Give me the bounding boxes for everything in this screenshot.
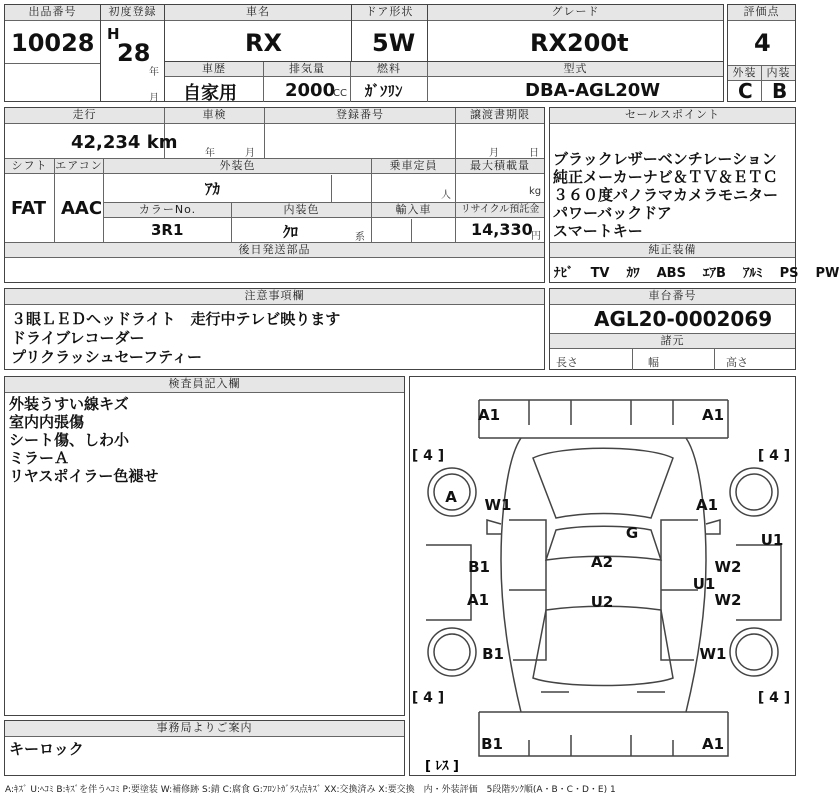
damage-code-label: W2 — [714, 591, 742, 609]
tire-depth-label: [ 4 ] — [757, 448, 791, 464]
inspector-line: ミラーＡ — [9, 449, 70, 467]
ac-header: エアコン — [55, 159, 103, 172]
equip-item: ﾅﾋﾞ — [554, 266, 574, 281]
score-box — [727, 4, 796, 102]
month-unit: 月 — [149, 93, 159, 104]
equip-item: PS — [779, 266, 799, 281]
interior-header: 内装色 — [232, 203, 371, 218]
spec-height: 高さ — [726, 356, 748, 369]
model-header: 型式 — [428, 62, 723, 77]
model-code: DBA-AGL20W — [525, 80, 661, 101]
interior-unit: 系 — [355, 232, 365, 243]
lot-header: 出品番号 — [5, 5, 100, 21]
tire-depth-label: [ 4 ] — [757, 690, 791, 706]
sales-line: ブラックレザーベンチレーション — [553, 150, 777, 168]
car-diagram — [410, 377, 795, 775]
interior-color: ｸﾛ — [283, 223, 299, 241]
damage-code-label: U1 — [760, 531, 784, 549]
inspector-line: 室内内張傷 — [9, 413, 85, 431]
int-header: 内装 — [762, 66, 795, 81]
equip-item: TV — [590, 266, 610, 281]
spec-width: 幅 — [648, 356, 659, 369]
tire-depth-label: [ 4 ] — [411, 690, 445, 706]
damage-code-label: U2 — [590, 593, 614, 611]
history: 自家用 — [183, 83, 237, 104]
inspector-header: 検査員記入欄 — [5, 377, 404, 393]
spec-header: 諸元 — [550, 334, 795, 349]
inspection-header: 車検 — [165, 108, 264, 124]
chassis-number: AGL20-0002069 — [594, 307, 773, 331]
capacity-header: 乗車定員 — [372, 159, 455, 174]
vehicle-info-box — [4, 107, 545, 283]
damage-code-label: A1 — [695, 496, 719, 514]
car-name: RX — [245, 29, 282, 57]
damage-code-label: A — [445, 488, 457, 506]
damage-diagram-box — [409, 376, 796, 776]
history-header: 車歴 — [165, 62, 263, 77]
equip-item: PW — [815, 266, 839, 281]
transfer-month-unit: 月 — [489, 148, 499, 159]
recycle-unit: 円 — [531, 231, 541, 242]
body-color: ｱｶ — [205, 180, 221, 198]
load-header: 最大積載量 — [456, 159, 544, 174]
spare-tire-label: [ ﾚｽ ] — [425, 759, 459, 774]
damage-code-label: W2 — [714, 558, 742, 576]
reg-number-header: 登録番号 — [265, 108, 455, 124]
sales-points-box — [549, 107, 839, 283]
color-number: 3R1 — [151, 221, 184, 239]
sales-line: パワーバックドア — [553, 204, 672, 222]
score-header: 評価点 — [728, 5, 795, 21]
mileage-header: 走行 — [5, 108, 164, 124]
damage-code-label: G — [625, 524, 639, 542]
damage-code-label: W1 — [484, 496, 512, 514]
notes-line: ドライブレコーダー — [11, 329, 145, 347]
notes-line: ３眼ＬＥＤヘッドライト 走行中テレビ映ります — [11, 310, 341, 328]
equip-item: ｱﾙﾐ — [743, 266, 763, 281]
car-name-box — [164, 4, 352, 62]
damage-code-label: A1 — [701, 735, 725, 753]
first-reg-header: 初度登録 — [101, 5, 164, 21]
grade-header: グレード — [428, 5, 723, 21]
damage-code-label: A1 — [477, 406, 501, 424]
ext-grade: C — [738, 79, 753, 103]
color-header: 外装色 — [104, 159, 371, 174]
sales-line: 純正メーカーナビ＆ＴＶ＆ＥＴＣ — [553, 168, 778, 186]
notes-header: 注意事項欄 — [5, 289, 544, 305]
damage-code-label: U1 — [692, 575, 716, 593]
notes-line: プリクラッシュセーフティー — [11, 348, 202, 366]
year-unit: 年 — [149, 67, 159, 78]
sales-line: ３６０度パノラマカメラモニター — [553, 186, 779, 204]
sales-line: スマートキー — [553, 222, 643, 240]
tire-depth-label: [ 4 ] — [411, 448, 445, 464]
disp-header: 排気量 — [264, 62, 350, 77]
mileage: 42,234 km — [71, 132, 178, 153]
office-box — [4, 720, 405, 776]
displacement: 2000 — [285, 80, 336, 101]
damage-code-label: A2 — [590, 553, 614, 571]
recycle-fee: 14,330 — [471, 220, 533, 239]
first-reg-year: 28 — [117, 39, 151, 67]
disp-unit: CC — [333, 88, 347, 99]
inspector-line: 外装うすい線キズ — [9, 395, 129, 413]
damage-code-label: B1 — [468, 558, 490, 576]
equipment-list — [554, 262, 839, 281]
header-row-box — [4, 4, 101, 102]
damage-code-label: A1 — [466, 591, 490, 609]
notes-box — [4, 288, 545, 370]
legend: A:ｷｽﾞ U:ﾍｺﾐ B:ｷｽﾞを伴うﾍｺﾐ P:要塗装 W:補修跡 S:錆 C:腐食 G:ﾌﾛﾝﾄｶﾞﾗｽ点ｷｽﾞ XX:交換済み X:要交換 内・外装評価 5段階ﾗﾝｸ順(A・B・C・D・E) 1 — [5, 785, 616, 795]
fuel-header: 燃料 — [351, 62, 427, 77]
fuel: ｶﾞｿﾘﾝ — [365, 82, 403, 100]
color-no-header: カラーNo. — [104, 203, 231, 218]
door-box — [351, 4, 428, 62]
office-header: 事務局よりご案内 — [5, 721, 404, 737]
equip-item: ｴｱB — [703, 266, 726, 281]
score: 4 — [754, 29, 771, 57]
capacity-unit: 人 — [441, 190, 451, 201]
import-header: 輸入車 — [372, 203, 455, 218]
inspector-line: シート傷、しわ小 — [9, 431, 130, 449]
damage-code-label: B1 — [482, 645, 504, 663]
shift-header: シフト — [5, 159, 54, 174]
ac: AAC — [61, 198, 103, 219]
recycle-header: リサイクル預託金 — [456, 203, 544, 218]
grade-box — [427, 4, 724, 62]
shift: FAT — [11, 198, 47, 219]
equip-item: ABS — [656, 266, 686, 281]
sales-header: セールスポイント — [550, 108, 795, 124]
chassis-header: 車台番号 — [550, 289, 795, 305]
chassis-box — [549, 288, 796, 370]
insp-month-unit: 月 — [245, 148, 255, 159]
door-header: ドア形状 — [352, 5, 427, 21]
ext-header: 外装 — [728, 66, 761, 81]
transfer-header: 譲渡書期限 — [456, 108, 544, 124]
era: H — [107, 25, 120, 43]
transfer-day-unit: 日 — [529, 148, 539, 159]
history-row — [164, 61, 724, 102]
damage-code-label: B1 — [481, 735, 503, 753]
equip-header: 純正装備 — [550, 243, 795, 258]
equip-item: ｶﾜ — [626, 266, 640, 281]
int-grade: B — [772, 79, 788, 103]
car-name-header: 車名 — [165, 5, 351, 21]
lot-number: 10028 — [11, 29, 95, 57]
door-type: 5W — [372, 29, 416, 57]
grade: RX200t — [530, 29, 629, 57]
damage-code-label: A1 — [701, 406, 725, 424]
damage-code-label: W1 — [699, 645, 727, 663]
insp-year-unit: 年 — [205, 148, 215, 159]
inspector-line: リヤスポイラー色褪せ — [9, 467, 159, 485]
inspector-box — [4, 376, 405, 716]
spec-length: 長さ — [556, 356, 578, 369]
later-parts-header: 後日発送部品 — [5, 243, 544, 258]
office-text: キーロック — [9, 740, 84, 758]
load-unit: kg — [529, 186, 542, 197]
first-reg-box — [100, 4, 165, 102]
